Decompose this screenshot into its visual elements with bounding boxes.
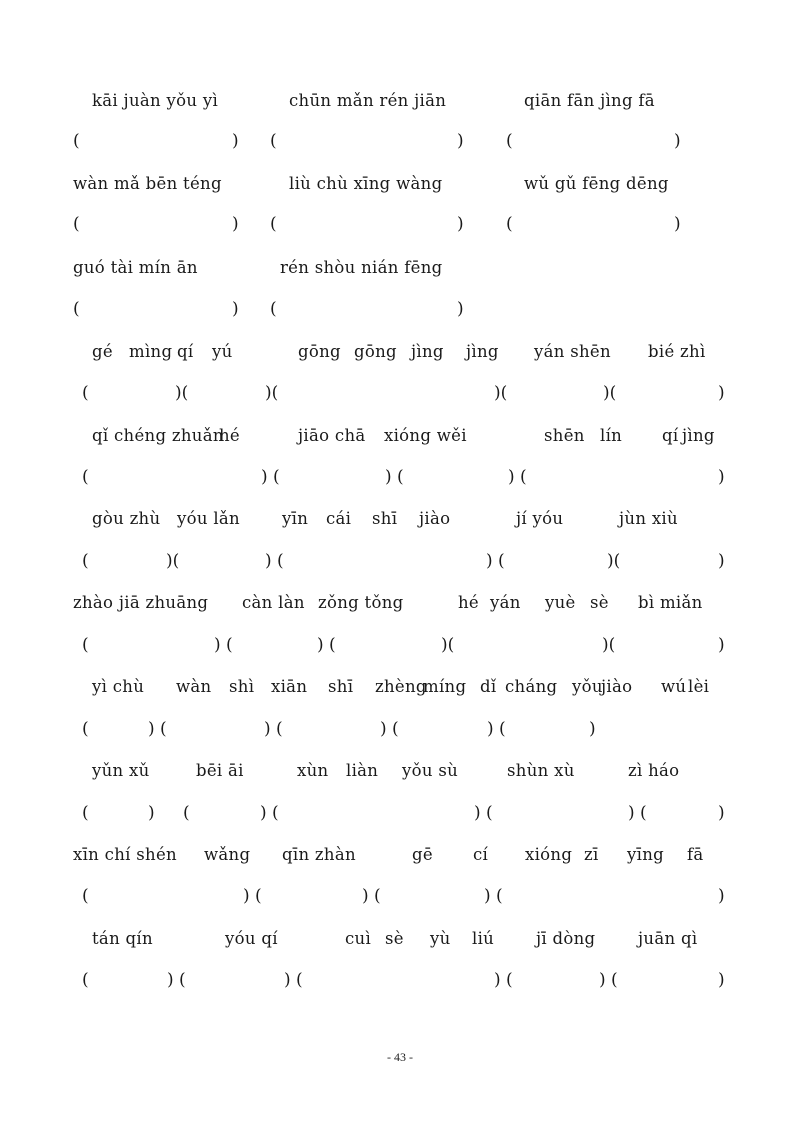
pinyin-row: [0, 88, 800, 114]
pinyin-text: yù: [430, 929, 451, 948]
pinyin-text: zǒng tǒng: [318, 593, 404, 612]
bracket-blank: ): [718, 803, 725, 823]
bracket-blank: (: [73, 299, 80, 319]
pinyin-text: shēn: [544, 426, 585, 445]
pinyin-text: bié zhì: [648, 342, 706, 361]
pinyin-text: qí: [662, 426, 679, 445]
pinyin-text: jìng: [682, 426, 715, 445]
pinyin-text: yǔn xǔ: [92, 761, 150, 780]
bracket-blank: (: [82, 719, 89, 739]
pinyin-text: yán shēn: [534, 342, 611, 361]
pinyin-text: jī dòng: [536, 929, 596, 948]
bracket-blank: (: [73, 131, 80, 151]
answer-bracket-row: [0, 296, 800, 322]
pinyin-text: shī: [372, 509, 398, 528]
bracket-blank: ) (: [486, 551, 505, 571]
bracket-blank: (: [270, 131, 277, 151]
bracket-blank: )(: [166, 551, 180, 571]
pinyin-text: zì háo: [628, 761, 680, 780]
pinyin-text: jiào: [419, 509, 451, 528]
pinyin-row: [0, 339, 800, 365]
pinyin-text: shùn xù: [507, 761, 575, 780]
bracket-blank: ) (: [628, 803, 647, 823]
pinyin-text: wǔ gǔ fēng dēng: [524, 174, 669, 193]
pinyin-text: qīn zhàn: [282, 845, 356, 864]
pinyin-text: lèi: [688, 677, 710, 696]
bracket-blank: )(: [265, 383, 279, 403]
pinyin-text: yóu lǎn: [177, 509, 240, 528]
bracket-blank: ) (: [265, 551, 284, 571]
bracket-blank: )(: [602, 635, 616, 655]
pinyin-text: sè: [385, 929, 404, 948]
bracket-blank: (: [270, 214, 277, 234]
bracket-blank: ): [718, 467, 725, 487]
pinyin-row: [0, 590, 800, 616]
pinyin-text: juān qì: [638, 929, 698, 948]
bracket-blank: (: [82, 886, 89, 906]
pinyin-text: hé: [458, 593, 479, 612]
pinyin-text: jiāo chā: [298, 426, 366, 445]
pinyin-text: guó tài mín ān: [73, 258, 198, 277]
pinyin-text: wú: [661, 677, 687, 696]
pinyin-row: [0, 758, 800, 784]
pinyin-text: gōng: [298, 342, 341, 361]
pinyin-text: wàn mǎ bēn téng: [73, 174, 222, 193]
answer-bracket-row: [0, 128, 800, 154]
bracket-blank: ): [718, 635, 725, 655]
bracket-blank: ) (: [317, 635, 336, 655]
bracket-blank: ): [589, 719, 596, 739]
pinyin-text: zhào jiā zhuāng: [73, 593, 209, 612]
pinyin-text: tán qín: [92, 929, 153, 948]
pinyin-text: gé: [92, 342, 113, 361]
bracket-blank: (: [82, 803, 89, 823]
pinyin-text: jí yóu: [516, 509, 564, 528]
pinyin-row: [0, 506, 800, 532]
pinyin-text: xiān: [271, 677, 308, 696]
bracket-blank: (: [506, 214, 513, 234]
bracket-blank: ) (: [167, 970, 186, 990]
bracket-blank: ): [232, 131, 239, 151]
pinyin-text: cháng: [505, 677, 558, 696]
pinyin-text: qǐ chéng zhuǎn: [92, 426, 224, 445]
bracket-blank: ): [674, 214, 681, 234]
pinyin-text: cuì: [345, 929, 372, 948]
pinyin-text: cí: [473, 845, 489, 864]
bracket-blank: (: [183, 803, 190, 823]
pinyin-text: yīn: [282, 509, 309, 528]
pinyin-text: chūn mǎn rén jiān: [289, 91, 447, 110]
pinyin-text: wàn: [176, 677, 212, 696]
bracket-blank: ): [718, 886, 725, 906]
bracket-blank: (: [506, 131, 513, 151]
bracket-blank: ) (: [264, 719, 283, 739]
pinyin-text: jìng: [466, 342, 499, 361]
bracket-blank: (: [82, 635, 89, 655]
pinyin-text: xióng: [525, 845, 573, 864]
pinyin-text: wǎng: [204, 845, 251, 864]
answer-bracket-row: [0, 380, 800, 406]
bracket-blank: ): [718, 970, 725, 990]
answer-bracket-row: [0, 883, 800, 909]
pinyin-text: yīng: [627, 845, 664, 864]
answer-bracket-row: [0, 632, 800, 658]
bracket-blank: ) (: [385, 467, 404, 487]
bracket-blank: ) (: [599, 970, 618, 990]
bracket-blank: ) (: [362, 886, 381, 906]
pinyin-text: gòu zhù: [92, 509, 161, 528]
pinyin-text: xióng wěi: [384, 426, 467, 445]
pinyin-row: [0, 423, 800, 449]
bracket-blank: )(: [175, 383, 189, 403]
bracket-blank: (: [82, 551, 89, 571]
pinyin-text: lín: [600, 426, 623, 445]
bracket-blank: ) (: [243, 886, 262, 906]
pinyin-text: qí: [177, 342, 194, 361]
pinyin-text: shī: [328, 677, 354, 696]
pinyin-text: fā: [687, 845, 704, 864]
pinyin-row: [0, 926, 800, 952]
bracket-blank: (: [82, 467, 89, 487]
bracket-blank: ): [232, 214, 239, 234]
pinyin-text: gōng: [354, 342, 397, 361]
bracket-blank: ) (: [284, 970, 303, 990]
bracket-blank: ): [457, 214, 464, 234]
pinyin-text: cái: [326, 509, 352, 528]
bracket-blank: ): [718, 551, 725, 571]
pinyin-text: xùn: [297, 761, 329, 780]
bracket-blank: ) (: [487, 719, 506, 739]
pinyin-text: mìng: [129, 342, 173, 361]
answer-bracket-row: [0, 716, 800, 742]
pinyin-text: yuè: [545, 593, 576, 612]
bracket-blank: (: [270, 299, 277, 319]
bracket-blank: ) (: [148, 719, 167, 739]
bracket-blank: ) (: [474, 803, 493, 823]
pinyin-text: yán: [490, 593, 521, 612]
bracket-blank: ) (: [260, 803, 279, 823]
bracket-blank: ): [148, 803, 155, 823]
pinyin-text: liàn: [346, 761, 379, 780]
bracket-blank: ) (: [484, 886, 503, 906]
bracket-blank: (: [73, 214, 80, 234]
pinyin-text: jiào: [601, 677, 633, 696]
answer-bracket-row: [0, 464, 800, 490]
pinyin-text: dǐ: [480, 677, 497, 696]
pinyin-text: kāi juàn yǒu yì: [92, 91, 219, 110]
bracket-blank: ): [232, 299, 239, 319]
pinyin-row: [0, 171, 800, 197]
bracket-blank: )(: [441, 635, 455, 655]
pinyin-text: yǒu sù: [402, 761, 459, 780]
bracket-blank: ) (: [508, 467, 527, 487]
bracket-blank: ): [457, 131, 464, 151]
bracket-blank: )(: [494, 383, 508, 403]
bracket-blank: )(: [603, 383, 617, 403]
bracket-blank: ) (: [380, 719, 399, 739]
pinyin-text: zī: [584, 845, 599, 864]
pinyin-text: yóu qí: [225, 929, 278, 948]
bracket-blank: ): [718, 383, 725, 403]
pinyin-text: liú: [472, 929, 495, 948]
pinyin-text: sè: [590, 593, 609, 612]
pinyin-row: [0, 842, 800, 868]
pinyin-text: qiān fān jìng fā: [524, 91, 655, 110]
pinyin-text: yì chù: [92, 677, 145, 696]
pinyin-text: càn làn: [242, 593, 305, 612]
pinyin-text: yǒu: [572, 677, 603, 696]
pinyin-text: rén shòu nián fēng: [280, 258, 443, 277]
pinyin-text: xīn chí shén: [73, 845, 177, 864]
pinyin-text: gē: [412, 845, 433, 864]
bracket-blank: ) (: [494, 970, 513, 990]
answer-bracket-row: [0, 800, 800, 826]
pinyin-row: [0, 255, 800, 281]
bracket-blank: ) (: [214, 635, 233, 655]
pinyin-text: bì miǎn: [638, 593, 703, 612]
bracket-blank: ): [674, 131, 681, 151]
pinyin-text: jùn xiù: [619, 509, 678, 528]
pinyin-text: hé: [219, 426, 240, 445]
pinyin-row: [0, 674, 800, 700]
answer-bracket-row: [0, 967, 800, 993]
pinyin-text: bēi āi: [196, 761, 244, 780]
bracket-blank: ): [457, 299, 464, 319]
bracket-blank: (: [82, 970, 89, 990]
bracket-blank: (: [82, 383, 89, 403]
bracket-blank: )(: [607, 551, 621, 571]
pinyin-text: míng: [423, 677, 467, 696]
answer-bracket-row: [0, 548, 800, 574]
pinyin-text: yú: [212, 342, 233, 361]
page-number: - 43 -: [387, 1050, 413, 1064]
pinyin-text: jìng: [411, 342, 444, 361]
pinyin-text: zhèng: [375, 677, 427, 696]
answer-bracket-row: [0, 211, 800, 237]
pinyin-text: shì: [229, 677, 255, 696]
pinyin-text: liù chù xīng wàng: [289, 174, 443, 193]
bracket-blank: ) (: [261, 467, 280, 487]
